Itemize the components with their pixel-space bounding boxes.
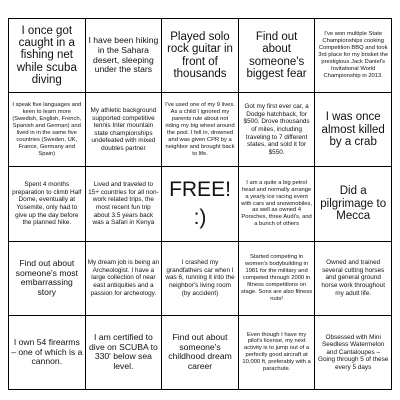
cell-text: Even though I have my pilot's license, my next activity is to jump out of a perfectly good aircraft at 10,000 ft, preferably with a parachute. (242, 331, 311, 373)
bingo-cell[interactable] (239, 316, 316, 390)
cell-text: I own 54 firearms – one of which is a cannon. (11, 336, 83, 367)
cell-text: I speak five languages and keen to learn more (Swedish, English, French, Spanish and German) and lived in in the same five countries (Sweden, UK, France, Germany and Spain) (12, 101, 82, 157)
bingo-cell[interactable] (86, 242, 163, 316)
bingo-cell[interactable] (315, 93, 392, 167)
cell-text: Lived and traveled to 15+ countries for all non-work related trips, the most recent fun trip about 3.5 years back was a Safari in Kenya (88, 181, 159, 227)
cell-text: My dream job is being an Archeologist. I have a large collection of near east antiquities and a passion for archeology. (87, 259, 160, 297)
bingo-cell[interactable] (239, 167, 316, 241)
bingo-board (8, 18, 392, 390)
cell-text: I've won multiple State Championships cooking Competition BBQ and took 3rd place for my brisket the prestigious Jack Daniel's Invitational World Championship in 2013. (318, 31, 389, 79)
cell-text: Find out about someone's childhood dream career (168, 332, 232, 372)
free-space-text: FREE! :) (169, 177, 231, 229)
cell-text: I have been hiking in the Sahara desert, sleeping under the stars (88, 35, 159, 75)
cell-text: I am a quite a big petrol head and normally arrange a yearly ice racing event with cars and snowmobiles, as well as owned 4 Porsches, three Audi's, and a bunch of others (241, 179, 313, 228)
free-space-cell[interactable] (162, 167, 239, 241)
bingo-cell[interactable] (239, 242, 316, 316)
bingo-cell[interactable] (315, 19, 392, 93)
bingo-cell[interactable] (315, 167, 392, 241)
cell-text: I once got caught in a fishing net while scuba diving (16, 24, 77, 87)
bingo-cell[interactable] (162, 242, 239, 316)
bingo-cell[interactable] (9, 316, 86, 390)
cell-text: Owned and trained several cutting horses and general ground horse work throughout my adult life. (321, 259, 385, 297)
cell-text: Obsessed with Mini Seedless Watermelon and Cantaloupes – Going through 5 of these every 5 days (318, 333, 389, 371)
bingo-cell[interactable] (315, 242, 392, 316)
cell-text: Find out about someone's most embarrassing story (15, 257, 78, 297)
cell-text: I've used one of my 9 lives. As a child I ignored my parents rule about not riding my big wheel around the pool. I fell in, drowned and was given CPR by a neighbor and brought back to life. (165, 101, 235, 157)
cell-text: I am certified to dive on SCUBA to 330' below sea level. (88, 332, 158, 372)
bingo-cell[interactable] (9, 93, 86, 167)
cell-text: My athletic background supported competitive tennis Inter mountain state championships undefeated with mixed doubles partner (90, 107, 157, 152)
cell-text: Spent 4 months preparation to climb Half Dome, eventually at Yosemite, only had to give up the day before the planned hike. (12, 181, 82, 227)
bingo-cell[interactable] (162, 93, 239, 167)
bingo-cell[interactable] (86, 93, 163, 167)
bingo-cell[interactable] (9, 19, 86, 93)
bingo-cell[interactable] (239, 93, 316, 167)
bingo-cell[interactable] (9, 167, 86, 241)
cell-text: Played solo rock guitar in front of thousands (167, 30, 233, 80)
cell-text: Did a pilgrimage to Mecca (320, 185, 387, 223)
bingo-cell[interactable] (162, 316, 239, 390)
cell-text: I was once almost killed by a crab (321, 111, 385, 148)
cell-text: Started competing in women's bodybuilding in 1981 for the military and competed through 2000 in fitness competitions on stage. Sons are also fitness nuts! (240, 253, 313, 302)
bingo-cell[interactable] (9, 242, 86, 316)
cell-text: Find out about someone's biggest fear (246, 30, 307, 80)
cell-text: Got my first ever car, a Dodge hatchback, for $500. Drove thousands of miles, including traveling to 7 different states, and sold it for $550. (243, 103, 310, 156)
bingo-cell[interactable] (86, 316, 163, 390)
bingo-cell[interactable] (239, 19, 316, 93)
cell-text: I crashed my grandfathers car when I was 6, running it into the neighbor's living room (by accident) (165, 259, 235, 297)
bingo-cell[interactable] (86, 19, 163, 93)
bingo-cell[interactable] (162, 19, 239, 93)
bingo-cell[interactable] (86, 167, 163, 241)
bingo-cell[interactable] (315, 316, 392, 390)
